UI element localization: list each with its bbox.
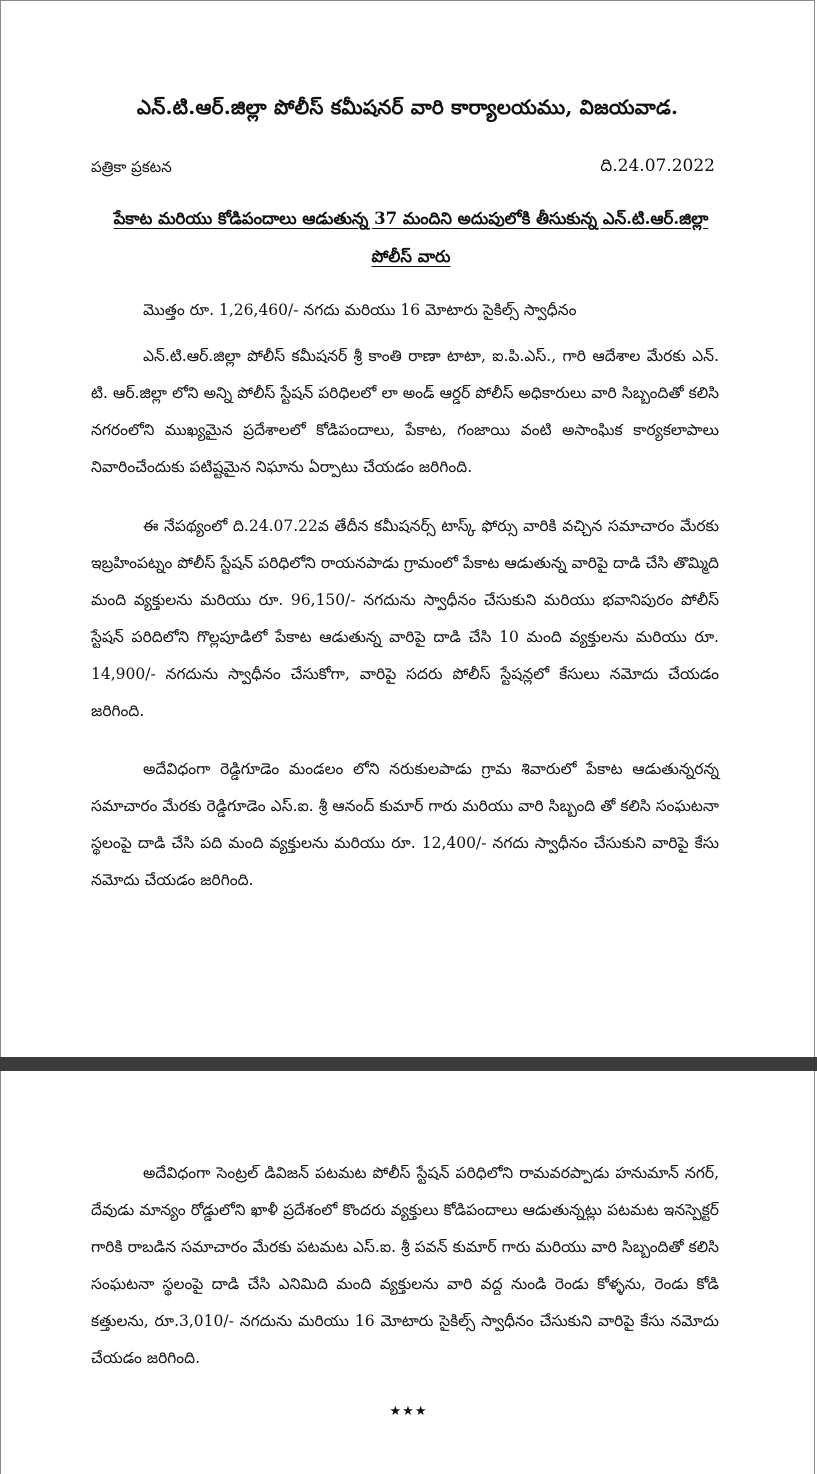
document-date: ది.24.07.2022 (600, 156, 715, 176)
headline (111, 200, 711, 276)
paragraph-2: ఈ నేపథ్యంలో ది.24.07.22వ తేదీన కమీషనర్స్ టాస్క్ ఫోర్సు వారికి వచ్చిన సమాచారం మేరకు ఇబ్రహింపట్నం పోలీస్ స్టేషన్ పరిధిలోని రాయనపాడు గ్రామంలో పేకాట ఆడుతున్న వారిపై దాడి చేసి తొమ్మిది మంది వ్యక్తులను మరియు రూ. 96,150/- నగదును స్వాధీనం చేసుకుని మరియు భవానిపురం పోలీస్ స్టేషన్ పరిదిలోని గొల్లపూడిలో పేకాట ఆడుతున్న వారిపై దాడి చేసి 10 మంది వ్యక్తులను మరియు రూ. 14,900/- నగదును స్వాధీనం చేసుకోగా, వారిపై సదరు పోలీస్ స్టేషన్లలో కేసులు నమోదు చేయడం జరిగింది. (91, 517, 719, 720)
headline-text: పేకాట మరియు కోడిపందాలు ఆడుతున్న 37 మందిని అదుపులోకి తీసుకున్న ఎన్.టి.ఆర్.జిల్లా పోలీస్ వారు (113, 209, 709, 266)
seizure-summary: మొత్తం రూ. 1,26,460/- నగదు మరియు 16 మోటారు సైకిల్స్ స్వాధీనం (143, 301, 577, 319)
press-release-label: పత్రికా ప్రకటన (91, 158, 172, 176)
paragraph-1: ఎన్.టి.ఆర్.జిల్లా పోలీస్ కమీషనర్ శ్రీ కాంతి రాణా టాటా, ఐ.పి.ఎస్., గారి ఆదేశాల మేరకు ఎన్. టి. ఆర్.జిల్లా లోని అన్ని పోలీస్ స్టేషన్ పరిధిలలో లా అండ్ ఆర్డర్ పోలీస్ అధికారులు వారి సిబ్బందితో కలిసి నగరంలోని ముఖ్యమైన ప్రదేశాలలో కోడిపందాలు, పేకాట, గంజాయి వంటి అసాంఘిక కార్యకలాపాలు నివారించేందుకు పటిష్టమైన నిఘాను ఏర్పాటు చేయడం జరిగింది. (91, 347, 719, 476)
paragraph-4: అదేవిధంగా సెంట్రల్ డివిజన్ పటమట పోలీస్ స్టేషన్ పరిధిలోని రామవరప్పాడు హనుమాన్ నగర్, దేవుడు మాన్యం రోడ్డులోని ఖాళీ ప్రదేశంలో కొందరు వ్యక్తులు కోడిపందాలు ఆడుతున్నట్లు పటమట ఇనస్పెక్టర్ గారికి రాబడిన సమాచారం మేరకు పటమట ఎస్.ఐ. శ్రీ పవన్ కుమార్ గారు మరియు వారి సిబ్బందితో కలిసి సంఘటనా స్థలంపై దాడి చేసి ఎనిమిది మంది వ్యక్తులను వారి వద్ద నుండి రెండు కోళ్ళను, రెండు కోడి కత్తులను, రూ.3,010/- నగదును మరియు 16 మోటారు సైకిల్స్ స్వాధీనం చేసుకుని వారిపై కేసు నమోదు చేయడం జరిగింది. (91, 1164, 719, 1367)
document-title: ఎన్.టి.ఆర్.జిల్లా పోలీస్ కమీషనర్ వారి కార్యాలయము, విజయవాడ. (136, 95, 679, 119)
end-mark: ★★★ (389, 1404, 428, 1419)
page-separator (0, 1057, 817, 1071)
paragraph-3: అదేవిధంగా రెడ్డిగూడెం మండలం లోని నరుకులపాడు గ్రామ శివారులో పేకాట ఆడుతున్నరన్న సమాచారం మేరకు రెడ్డిగూడెం ఎస్.ఐ. శ్రీ ఆనంద్ కుమార్ గారు మరియు వారి సిబ్బంది తో కలిసి సంఘటనా స్థలంపై దాడి చేసి పది మంది వ్యక్తులను మరియు రూ. 12,400/- నగదు స్వాధీనం చేసుకుని వారిపై కేసు నమోదు చేయడం జరిగింది. (91, 760, 719, 889)
